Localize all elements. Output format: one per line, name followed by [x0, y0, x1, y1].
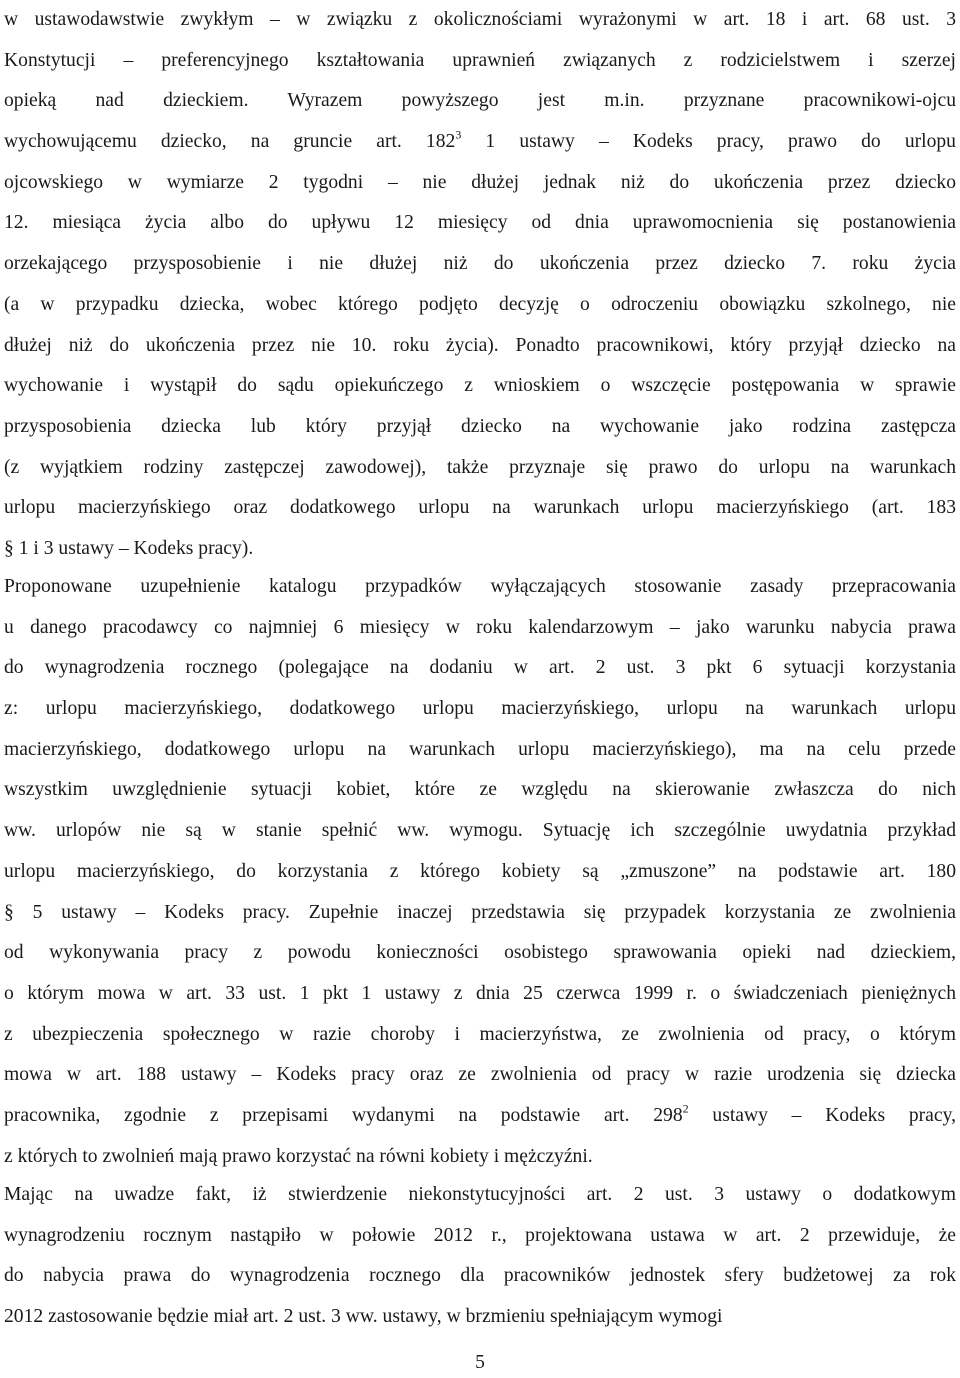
line-text: § 5 ustawy – Kodeks pracy. Zupełnie inaczej przedstawia się przypadek korzystania ze zwolnienia: [4, 901, 956, 923]
line-text: (z wyjątkiem rodziny zastępczej zawodowej), także przyznaje się prawo do urlopu na warunkach: [4, 456, 956, 478]
text-line: [4, 1015, 956, 1056]
line-text: wynagrodzeniu rocznym nastąpiło w połowie 2012 r., projektowana ustawa w art. 2 przewiduje, że: [4, 1224, 956, 1246]
line-text: u danego pracodawcy co najmniej 6 miesięcy w roku kalendarzowym – jako warunku nabycia prawa: [4, 616, 956, 638]
line-text: z: urlopu macierzyńskiego, dodatkowego urlopu macierzyńskiego, urlopu na warunkach urlopu: [4, 698, 956, 720]
text-line: [4, 1297, 956, 1338]
line-text: z ubezpieczenia społecznego w razie choroby i macierzyństwa, ze zwolnienia od pracy, o którym: [4, 1023, 956, 1045]
text-line: [4, 448, 956, 489]
text-line: [4, 366, 956, 407]
line-text: do wynagrodzenia rocznego (polegające na dodaniu w art. 2 ust. 3 pkt 6 sytuacji korzystania: [4, 657, 956, 679]
text-line: [4, 203, 956, 244]
line-text: 1 ustawy – Kodeks pracy, prawo do urlopu: [461, 131, 956, 153]
text-line: [4, 770, 956, 811]
page-number: 5: [475, 1352, 485, 1373]
text-line: [4, 893, 956, 934]
line-text: wszystkim uwzględnienie sytuacji kobiet, które ze względu na skierowanie zwłaszcza do nich: [4, 779, 956, 801]
text-line: [4, 81, 956, 122]
text-line: [4, 730, 956, 771]
line-text: ww. urlopów nie są w stanie spełnić ww. wymogu. Sytuację ich szczególnie uwydatnia przykład: [4, 820, 956, 842]
text-line: [4, 852, 956, 893]
text-line: [4, 933, 956, 974]
line-text: mowa w art. 188 ustawy – Kodeks pracy oraz ze zwolnienia od pracy w razie urodzenia się dziecka: [4, 1064, 956, 1086]
line-text: z których to zwolnień mają prawo korzystać na równi kobiety i mężczyźni.: [4, 1145, 593, 1167]
paragraph-unconstitutionality: [4, 1175, 956, 1338]
superscript: 2: [682, 1101, 689, 1116]
text-line: [4, 488, 956, 529]
line-text: § 1 i 3 ustawy – Kodeks pracy).: [4, 537, 254, 559]
superscript: 3: [455, 127, 462, 142]
text-line: [4, 1096, 956, 1137]
text-line: [4, 567, 956, 608]
line-text: do nabycia prawa do wynagrodzenia rocznego dla pracowników jednostek sfery budżetowej za rok: [4, 1265, 956, 1287]
line-text: w ustawodawstwie zwykłym – w związku z okolicznościami wyrażonymi w art. 18 i art. 68 ust. 3: [4, 9, 956, 30]
line-text: przysposobienia dziecka lub który przyjął dziecko na wychowanie jako rodzina zastępcza: [4, 415, 956, 437]
text-line: [4, 244, 956, 285]
line-text: 2012 zastosowanie będzie miał art. 2 ust. 3 ww. ustawy, w brzmieniu spełniającym wymogi: [4, 1306, 723, 1328]
text-line: [4, 1055, 956, 1096]
text-line: [4, 1175, 956, 1216]
line-text: orzekającego przysposobienie i nie dłużej niż do ukończenia przez dziecko 7. roku życia: [4, 253, 956, 275]
text-line: [4, 407, 956, 448]
line-text: ustawy – Kodeks pracy,: [688, 1104, 956, 1126]
text-line: [4, 648, 956, 689]
text-line: [4, 811, 956, 852]
line-text: wychowującemu dziecko, na gruncie art. 182: [4, 131, 456, 153]
paragraph-family-rights: [4, 0, 956, 570]
line-text: urlopu macierzyńskiego oraz dodatkowego urlopu na warunkach urlopu macierzyńskiego (art. 183: [4, 497, 956, 519]
line-text: 12. miesiąca życia albo do upływu 12 miesięcy od dnia uprawomocnienia się postanowienia: [4, 212, 956, 234]
line-text: pracownika, zgodnie z przepisami wydanymi na podstawie art. 298: [4, 1104, 683, 1126]
line-text: (a w przypadku dziecka, wobec którego podjęto decyzję o odroczeniu obowiązku szkolnego, nie: [4, 293, 956, 315]
text-line: [4, 1256, 956, 1297]
text-line: [4, 285, 956, 326]
text-line: [4, 608, 956, 649]
paragraph-proposed-amendment: [4, 567, 956, 1177]
text-line: [4, 41, 956, 82]
text-line: [4, 974, 956, 1015]
text-line: [4, 1216, 956, 1257]
line-text: opieką nad dzieckiem. Wyrazem powyższego jest m.in. przyznane pracownikowi-ojcu: [4, 90, 956, 112]
text-line: [4, 689, 956, 730]
line-text: od wykonywania pracy z powodu konieczności osobistego sprawowania opieki nad dzieckiem,: [4, 942, 956, 964]
text-line: [4, 1137, 956, 1178]
line-text: dłużej niż do ukończenia przez nie 10. roku życia). Ponadto pracownikowi, który przyjął dziecko na: [4, 334, 956, 356]
line-text: o którym mowa w art. 33 ust. 1 pkt 1 ustawy z dnia 25 czerwca 1999 r. o świadczeniach pieniężnych: [4, 982, 956, 1004]
text-line: [4, 163, 956, 204]
text-line: [4, 326, 956, 367]
line-text: Proponowane uzupełnienie katalogu przypadków wyłączających stosowanie zasady przepracowania: [4, 576, 956, 597]
line-text: macierzyńskiego, dodatkowego urlopu na warunkach urlopu macierzyńskiego), ma na celu przede: [4, 738, 956, 760]
text-line: [4, 529, 956, 570]
line-text: Konstytucji – preferencyjnego kształtowania uprawnień związanych z rodzicielstwem i szerzej: [4, 49, 956, 71]
line-text: wychowanie i wystąpił do sądu opiekuńczego z wnioskiem o wszczęcie postępowania w sprawie: [4, 375, 956, 397]
line-text: urlopu macierzyńskiego, do korzystania z którego kobiety są „zmuszone” na podstawie art. 180: [4, 860, 956, 882]
text-line: [4, 0, 956, 41]
line-text: ojcowskiego w wymiarze 2 tygodni – nie dłużej jednak niż do ukończenia przez dziecko: [4, 171, 956, 193]
text-line: [4, 122, 956, 163]
line-text: Mając na uwadze fakt, iż stwierdzenie niekonstytucyjności art. 2 ust. 3 ustawy o dodatkowym: [4, 1184, 956, 1205]
